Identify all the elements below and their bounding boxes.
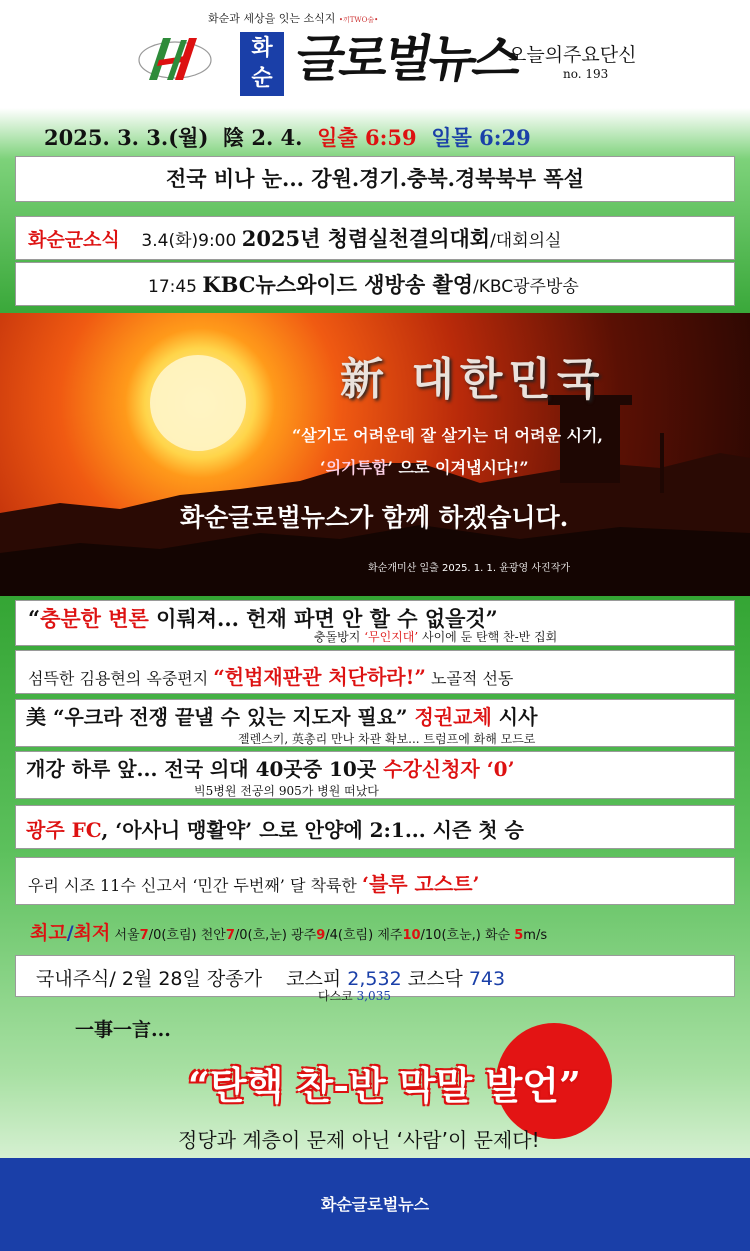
news-item: 美 “우크라 전쟁 끝낼 수 있는 지도자 필요” 정권교체 시사 젤렌스키, 英총리 만나 차관 확보... 트럼프에 화해 모드로 (15, 699, 735, 747)
editorial-label: 一事一言... (75, 1019, 171, 1041)
footer (0, 1158, 750, 1251)
date-line: 2025. 3. 3.(월) 陰 2. 4. 일출 6:59 일몰 6:29 (44, 125, 531, 150)
county-news-box (15, 262, 735, 306)
masthead (0, 0, 750, 108)
photo-quote-line: ‘의기투합’ 으로 이겨냅시다!” (320, 458, 529, 477)
today-news-label: 오늘의주요단신 (508, 44, 637, 66)
news-item: 섬뜩한 김용현의 옥중편지 “헌법재판관 처단하라!” 노골적 선동 (15, 650, 735, 694)
global-news-logo: 글로벌뉴스 (290, 29, 523, 88)
photo-quote-line: “살기도 어려운데 잘 살기는 더 어려운 시기, (292, 426, 603, 445)
news-item: “충분한 변론 이뤄져... 헌재 파면 안 할 수 없을것” 충돌방지 ‘무인지대’ 사이에 둔 탄핵 찬-반 집회 (15, 600, 735, 646)
editorial-subtitle: 정당과 계층이 문제 아닌 ‘사람’이 문제다! (178, 1128, 540, 1152)
hh-logo-icon (135, 30, 215, 90)
news-item: 광주 FC, ‘아사니 맹활약’ 으로 안양에 2:1... 시즌 첫 승 (15, 805, 735, 849)
news-item: 개강 하루 앞... 전국 의대 40곳중 10곳 수강신청자 ‘0’ 빅5병원 전공의 905가 병원 떠났다 (15, 751, 735, 799)
photo-credit: 화순개미산 일출 2025. 1. 1. 윤광영 사진작가 (368, 563, 571, 574)
issue-number: no. 193 (563, 67, 609, 81)
county-news-item: 화순군소식 3.4(화)9:00 2025년 청렴실천결의대회/대회의실 (28, 226, 562, 251)
headline: 전국 비나 눈... 강원.경기.충북.경북북부 폭설 (166, 166, 584, 191)
weather-line: 최고/최저 서울7/0(흐림) 천안7/0(흐,눈) 광주9/4(흐림) 제주10/10(흐눈,) 화순 5m/s (30, 922, 548, 944)
editorial-quote: “탄핵 찬-반 막말 발언” (188, 1063, 581, 1108)
county-news-box (15, 216, 735, 260)
sunrise-photo (0, 313, 750, 596)
photo-together-message: 화순글로벌뉴스가 함께 하겠습니다. (180, 503, 569, 532)
county-news-item: 17:45 KBC뉴스와이드 생방송 촬영/KBC광주방송 (148, 272, 579, 297)
hwasun-box: 화 순 (240, 32, 284, 96)
dasco-price: 다스코 3,035 (318, 989, 391, 1003)
stock-box: 국내주식/ 2월 28일 장종가 코스피 2,532 코스닥 743 (15, 955, 735, 997)
headline-box (15, 156, 735, 202)
photo-title: 新 대한민국 (340, 354, 606, 405)
footer-brand: 화순글로벌뉴스 (320, 1195, 430, 1214)
news-item: 우리 시조 11수 신고서 ‘민간 두번째’ 달 착륙한 ‘블루 고스트’ (15, 857, 735, 905)
masthead-tagline: 화순과 세상을 잇는 소식지 •끼TWO술• (208, 12, 379, 25)
county-news-label: 화순군소식 (28, 229, 120, 251)
